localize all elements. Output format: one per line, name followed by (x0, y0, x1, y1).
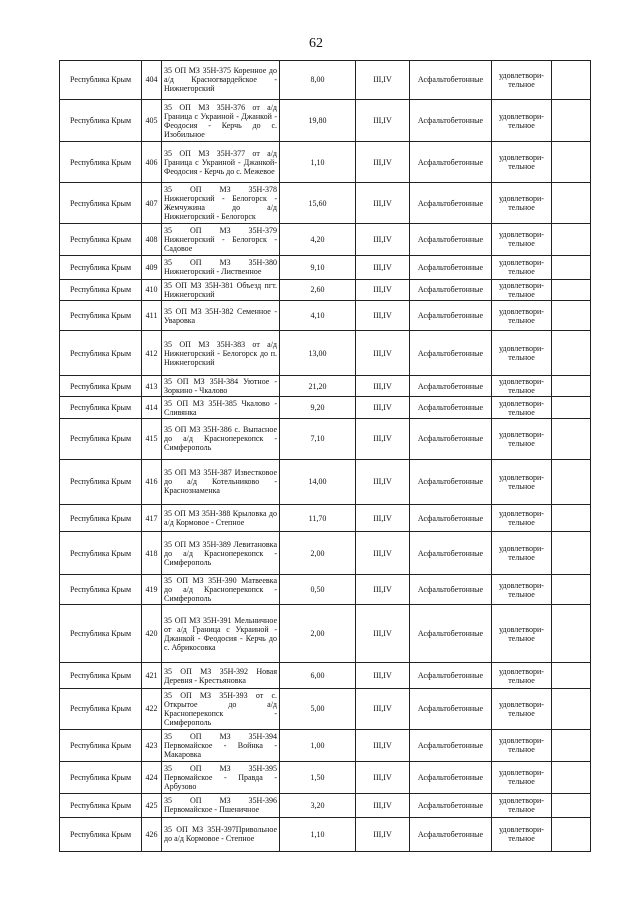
surface-cell: Асфальтобетонные (410, 532, 492, 575)
surface-cell: Асфальтобетонные (410, 256, 492, 280)
table-row (60, 817, 591, 852)
length-cell: 0,50 (280, 575, 356, 605)
length-cell: 1,50 (280, 761, 356, 793)
road-name-cell: 35 ОП МЗ 35Н-383 от а/д Нижнегорский - Белогорск до п. Нижнегорский (162, 331, 280, 376)
length-cell: 9,20 (280, 397, 356, 418)
condition-cell: удовлетвори-тельное (492, 142, 552, 183)
condition-cell: удовлетвори-тельное (492, 761, 552, 793)
category-cell: III,IV (356, 301, 410, 331)
row-number-cell: 412 (142, 331, 162, 376)
category-cell: III,IV (356, 793, 410, 817)
road-name-cell: 35 ОП МЗ 35Н-382 Семенное - Уваровка (162, 301, 280, 331)
condition-cell: удовлетвори-тельное (492, 729, 552, 761)
region-cell: Республика Крым (60, 729, 142, 761)
table-row (60, 418, 591, 459)
surface-cell: Асфальтобетонные (410, 279, 492, 300)
empty-cell (552, 418, 591, 459)
road-name-cell: 35 ОП МЗ 35Н-387 Известковое до а/д Котельниково - Краснознаменка (162, 459, 280, 504)
condition-cell: удовлетвори-тельное (492, 223, 552, 255)
category-cell: III,IV (356, 279, 410, 300)
length-cell: 8,00 (280, 61, 356, 100)
region-cell: Республика Крым (60, 761, 142, 793)
length-cell: 5,00 (280, 688, 356, 729)
row-number-cell: 404 (142, 61, 162, 100)
table-row (60, 459, 591, 504)
empty-cell (552, 532, 591, 575)
category-cell: III,IV (356, 183, 410, 224)
condition-cell: удовлетвори-тельное (492, 279, 552, 300)
category-cell: III,IV (356, 331, 410, 376)
row-number-cell: 418 (142, 532, 162, 575)
region-cell: Республика Крым (60, 183, 142, 224)
category-cell: III,IV (356, 729, 410, 761)
surface-cell: Асфальтобетонные (410, 99, 492, 142)
table-row (60, 575, 591, 605)
length-cell: 2,00 (280, 532, 356, 575)
row-number-cell: 414 (142, 397, 162, 418)
road-name-cell: 35 ОП МЗ 35Н-397Привольное до а/д Кормовое - Степное (162, 817, 280, 852)
table-row (60, 99, 591, 142)
category-cell: III,IV (356, 397, 410, 418)
category-cell: III,IV (356, 761, 410, 793)
category-cell: III,IV (356, 504, 410, 532)
length-cell: 14,00 (280, 459, 356, 504)
region-cell: Республика Крым (60, 663, 142, 689)
condition-cell: удовлетвори-тельное (492, 793, 552, 817)
road-name-cell: 35 ОП МЗ 35Н-380 Нижнегорский - Лиственное (162, 256, 280, 280)
surface-cell: Асфальтобетонные (410, 605, 492, 663)
surface-cell: Асфальтобетонные (410, 223, 492, 255)
empty-cell (552, 256, 591, 280)
length-cell: 19,80 (280, 99, 356, 142)
category-cell: III,IV (356, 688, 410, 729)
table-row (60, 688, 591, 729)
road-name-cell: 35 ОП МЗ 35Н-392 Новая Деревня - Крестьяновка (162, 663, 280, 689)
table-row (60, 279, 591, 300)
road-name-cell: 35 ОП МЗ 35Н-390 Матвеевка до а/д Красноперекопск - Симферополь (162, 575, 280, 605)
region-cell: Республика Крым (60, 575, 142, 605)
region-cell: Республика Крым (60, 397, 142, 418)
road-name-cell: 35 ОП МЗ 35Н-379 Нижнегорский - Белогорск - Садовое (162, 223, 280, 255)
surface-cell: Асфальтобетонные (410, 729, 492, 761)
surface-cell: Асфальтобетонные (410, 397, 492, 418)
category-cell: III,IV (356, 663, 410, 689)
category-cell: III,IV (356, 575, 410, 605)
region-cell: Республика Крым (60, 142, 142, 183)
table-row (60, 504, 591, 532)
condition-cell: удовлетвори-тельное (492, 663, 552, 689)
length-cell: 11,70 (280, 504, 356, 532)
length-cell: 6,00 (280, 663, 356, 689)
length-cell: 4,10 (280, 301, 356, 331)
surface-cell: Асфальтобетонные (410, 504, 492, 532)
length-cell: 1,00 (280, 729, 356, 761)
surface-cell: Асфальтобетонные (410, 817, 492, 852)
region-cell: Республика Крым (60, 532, 142, 575)
road-name-cell: 35 ОП МЗ 35Н-375 Коренное до а/д Красногвардейское - Нижнегорский (162, 61, 280, 100)
category-cell: III,IV (356, 376, 410, 397)
category-cell: III,IV (356, 459, 410, 504)
road-name-cell: 35 ОП МЗ 35Н-385 Чкалово - Сливянка (162, 397, 280, 418)
table-row (60, 223, 591, 255)
condition-cell: удовлетвори-тельное (492, 532, 552, 575)
road-name-cell: 35 ОП МЗ 35Н-394 Первомайское - Войнка - Макаровка (162, 729, 280, 761)
road-name-cell: 35 ОП МЗ 35Н-391 Мельничное от а/д Граница с Украиной - Джанкой - Феодосия - Керчь до с. Абрикосовка (162, 605, 280, 663)
length-cell: 1,10 (280, 142, 356, 183)
road-name-cell: 35 ОП МЗ 35Н-381 Объезд пгт. Нижнегорский (162, 279, 280, 300)
empty-cell (552, 142, 591, 183)
condition-cell: удовлетвори-тельное (492, 504, 552, 532)
empty-cell (552, 99, 591, 142)
empty-cell (552, 793, 591, 817)
length-cell: 21,20 (280, 376, 356, 397)
row-number-cell: 425 (142, 793, 162, 817)
roads-table (59, 60, 591, 852)
category-cell: III,IV (356, 817, 410, 852)
page-number: 62 (309, 36, 323, 51)
empty-cell (552, 279, 591, 300)
row-number-cell: 410 (142, 279, 162, 300)
surface-cell: Асфальтобетонные (410, 575, 492, 605)
condition-cell: удовлетвори-тельное (492, 256, 552, 280)
row-number-cell: 422 (142, 688, 162, 729)
category-cell: III,IV (356, 256, 410, 280)
empty-cell (552, 397, 591, 418)
surface-cell: Асфальтобетонные (410, 331, 492, 376)
surface-cell: Асфальтобетонные (410, 761, 492, 793)
condition-cell: удовлетвори-тельное (492, 183, 552, 224)
surface-cell: Асфальтобетонные (410, 376, 492, 397)
road-name-cell: 35 ОП МЗ 35Н-377 от а/д Граница с Украиной - Джанкой- Феодосия - Керчь до с. Межевое (162, 142, 280, 183)
road-name-cell: 35 ОП МЗ 35Н-386 с. Выпасное до а/д Красноперекопск - Симферополь (162, 418, 280, 459)
table-row (60, 61, 591, 100)
row-number-cell: 419 (142, 575, 162, 605)
empty-cell (552, 663, 591, 689)
region-cell: Республика Крым (60, 504, 142, 532)
empty-cell (552, 223, 591, 255)
road-name-cell: 35 ОП МЗ 35Н-384 Уютное - Зоркино - Чкалово (162, 376, 280, 397)
condition-cell: удовлетвори-тельное (492, 418, 552, 459)
empty-cell (552, 504, 591, 532)
table-body (60, 61, 591, 852)
row-number-cell: 411 (142, 301, 162, 331)
row-number-cell: 409 (142, 256, 162, 280)
row-number-cell: 415 (142, 418, 162, 459)
surface-cell: Асфальтобетонные (410, 183, 492, 224)
surface-cell: Асфальтобетонные (410, 418, 492, 459)
surface-cell: Асфальтобетонные (410, 459, 492, 504)
empty-cell (552, 301, 591, 331)
row-number-cell: 416 (142, 459, 162, 504)
road-name-cell: 35 ОП МЗ 35Н-396 Первомайское - Пшеничное (162, 793, 280, 817)
region-cell: Республика Крым (60, 61, 142, 100)
empty-cell (552, 605, 591, 663)
surface-cell: Асфальтобетонные (410, 301, 492, 331)
length-cell: 4,20 (280, 223, 356, 255)
region-cell: Республика Крым (60, 99, 142, 142)
table-row (60, 256, 591, 280)
empty-cell (552, 761, 591, 793)
table-row (60, 142, 591, 183)
row-number-cell: 423 (142, 729, 162, 761)
condition-cell: удовлетвори-тельное (492, 376, 552, 397)
surface-cell: Асфальтобетонные (410, 663, 492, 689)
condition-cell: удовлетвори-тельное (492, 605, 552, 663)
row-number-cell: 417 (142, 504, 162, 532)
empty-cell (552, 376, 591, 397)
category-cell: III,IV (356, 532, 410, 575)
region-cell: Республика Крым (60, 605, 142, 663)
empty-cell (552, 331, 591, 376)
category-cell: III,IV (356, 142, 410, 183)
condition-cell: удовлетвори-тельное (492, 817, 552, 852)
category-cell: III,IV (356, 418, 410, 459)
empty-cell (552, 817, 591, 852)
table-row (60, 761, 591, 793)
length-cell: 2,60 (280, 279, 356, 300)
region-cell: Республика Крым (60, 459, 142, 504)
empty-cell (552, 459, 591, 504)
condition-cell: удовлетвори-тельное (492, 331, 552, 376)
region-cell: Республика Крым (60, 256, 142, 280)
region-cell: Республика Крым (60, 793, 142, 817)
table-row (60, 376, 591, 397)
surface-cell: Асфальтобетонные (410, 142, 492, 183)
row-number-cell: 407 (142, 183, 162, 224)
condition-cell: удовлетвори-тельное (492, 397, 552, 418)
empty-cell (552, 688, 591, 729)
length-cell: 9,10 (280, 256, 356, 280)
empty-cell (552, 729, 591, 761)
table-row (60, 793, 591, 817)
table-row (60, 301, 591, 331)
length-cell: 15,60 (280, 183, 356, 224)
condition-cell: удовлетвори-тельное (492, 575, 552, 605)
row-number-cell: 405 (142, 99, 162, 142)
length-cell: 2,00 (280, 605, 356, 663)
table-row (60, 397, 591, 418)
table-row (60, 663, 591, 689)
length-cell: 7,10 (280, 418, 356, 459)
length-cell: 13,00 (280, 331, 356, 376)
region-cell: Республика Крым (60, 418, 142, 459)
table-row (60, 183, 591, 224)
region-cell: Республика Крым (60, 279, 142, 300)
category-cell: III,IV (356, 99, 410, 142)
road-name-cell: 35 ОП МЗ 35Н-395 Первомайское - Правда - Арбузово (162, 761, 280, 793)
row-number-cell: 421 (142, 663, 162, 689)
region-cell: Республика Крым (60, 301, 142, 331)
row-number-cell: 413 (142, 376, 162, 397)
condition-cell: удовлетвори-тельное (492, 99, 552, 142)
category-cell: III,IV (356, 223, 410, 255)
table-row (60, 729, 591, 761)
road-name-cell: 35 ОП МЗ 35Н-376 от а/д Граница с Украиной - Джанкой - Феодосия - Керчь до с. Изобильное (162, 99, 280, 142)
row-number-cell: 426 (142, 817, 162, 852)
region-cell: Республика Крым (60, 817, 142, 852)
condition-cell: удовлетвори-тельное (492, 301, 552, 331)
length-cell: 3,20 (280, 793, 356, 817)
row-number-cell: 406 (142, 142, 162, 183)
table-row (60, 331, 591, 376)
condition-cell: удовлетвори-тельное (492, 688, 552, 729)
surface-cell: Асфальтобетонные (410, 793, 492, 817)
length-cell: 1,10 (280, 817, 356, 852)
road-name-cell: 35 ОП МЗ 35Н-389 Левитановка до а/д Красноперекопск - Симферополь (162, 532, 280, 575)
empty-cell (552, 575, 591, 605)
surface-cell: Асфальтобетонные (410, 688, 492, 729)
row-number-cell: 408 (142, 223, 162, 255)
table-row (60, 605, 591, 663)
road-name-cell: 35 ОП МЗ 35Н-388 Крыловка до а/д Кормовое - Степное (162, 504, 280, 532)
row-number-cell: 420 (142, 605, 162, 663)
category-cell: III,IV (356, 605, 410, 663)
surface-cell: Асфальтобетонные (410, 61, 492, 100)
road-name-cell: 35 ОП МЗ 35Н-378 Нижнегорский - Белогорск - Жемчужина до а/д Нижнегорский - Белогорск (162, 183, 280, 224)
row-number-cell: 424 (142, 761, 162, 793)
empty-cell (552, 183, 591, 224)
region-cell: Республика Крым (60, 688, 142, 729)
region-cell: Республика Крым (60, 223, 142, 255)
region-cell: Республика Крым (60, 376, 142, 397)
category-cell: III,IV (356, 61, 410, 100)
road-name-cell: 35 ОП МЗ 35Н-393 от с. Открытое до а/д Красноперекопск - Симферополь (162, 688, 280, 729)
empty-cell (552, 61, 591, 100)
condition-cell: удовлетвори-тельное (492, 459, 552, 504)
condition-cell: удовлетвори-тельное (492, 61, 552, 100)
region-cell: Республика Крым (60, 331, 142, 376)
table-row (60, 532, 591, 575)
